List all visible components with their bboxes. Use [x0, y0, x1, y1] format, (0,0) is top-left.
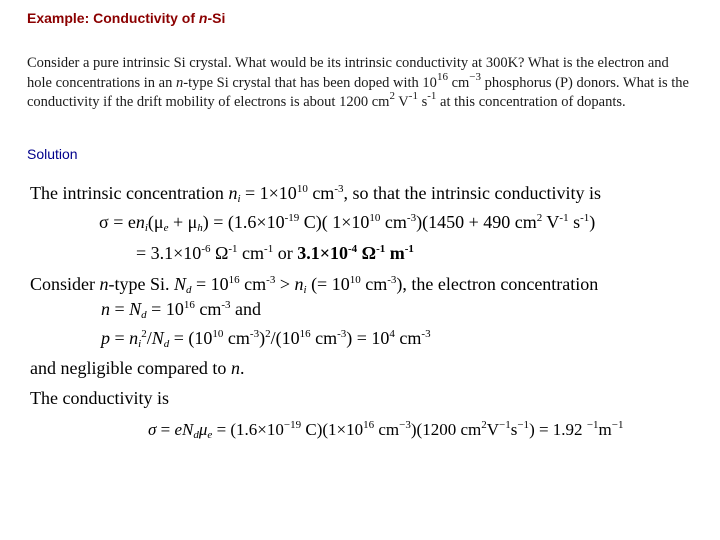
text: = (1.6×10 [212, 420, 284, 439]
title-n-italic: n [198, 10, 208, 26]
problem-text-2: -type Si crystal that has been doped with 10 [183, 74, 437, 91]
text: = [156, 420, 175, 439]
problem-text-5: V [394, 94, 409, 110]
text: or [273, 243, 298, 263]
exponent: -3 [249, 328, 260, 340]
text: C)(1×10 [301, 420, 364, 439]
exponent: -3 [221, 299, 231, 311]
subscript: i [303, 284, 307, 296]
text: cm [360, 274, 388, 294]
solution-line-7 [30, 358, 244, 379]
text: ), the electron concentration [396, 274, 599, 294]
conductivity-equation [148, 420, 623, 440]
text: m [385, 243, 405, 263]
subscript: h [197, 222, 203, 234]
omega-symbol: Ω [210, 243, 229, 263]
omega-symbol: Ω [357, 243, 377, 263]
exponent: −19 [283, 419, 302, 431]
exponent: -1 [228, 243, 238, 255]
var-n: n [135, 212, 145, 232]
solution-line-4 [30, 274, 598, 295]
var-N: N [151, 328, 164, 348]
problem-text-1: Consider a pure intrinsic Si crystal. What would be its intrinsic conductivity at 300K? What is the electron and hole concentrations in an [27, 55, 669, 91]
problem-text-3: cm [447, 74, 470, 91]
exponent: -3 [337, 328, 347, 340]
solution-line-3 [136, 243, 414, 264]
text: V [486, 420, 499, 439]
text: 3.1×10 [297, 243, 348, 263]
var-N: N [174, 274, 187, 294]
exponent: 2 [265, 328, 271, 340]
subscript: i [144, 222, 148, 234]
text: > [275, 274, 295, 294]
text: ) [259, 328, 266, 348]
text: cm [237, 243, 265, 263]
text: The intrinsic concentration [30, 183, 229, 203]
exponent: −1 [517, 419, 530, 431]
text: )(1450 + 490 cm [416, 212, 537, 232]
title-suffix: -Si [207, 10, 226, 26]
text: ) [589, 212, 596, 232]
exponent: 2 [536, 212, 543, 224]
text: cm [310, 328, 338, 348]
problem-text-6: s [417, 94, 428, 110]
solution-line-2 [99, 212, 595, 233]
exponent: -19 [284, 212, 300, 224]
slide-title [27, 10, 225, 26]
problem-exponent: 16 [436, 70, 448, 83]
text: = 1×10 [240, 183, 297, 203]
var-n: n [129, 328, 139, 348]
text: ) = 1.92 [529, 420, 587, 439]
exponent: -3 [406, 212, 417, 224]
text: cm [239, 274, 267, 294]
exponent: 16 [228, 274, 240, 286]
exponent: 10 [369, 212, 381, 224]
text: cm [194, 299, 222, 319]
var-p: p [101, 328, 110, 348]
exponent: 16 [183, 299, 195, 311]
subscript: i [237, 193, 241, 205]
exponent: 16 [299, 328, 311, 340]
var-N: N [129, 299, 142, 319]
exponent: 4 [389, 328, 395, 340]
text: e [127, 212, 136, 232]
exponent: 10 [296, 183, 308, 195]
solution-line-1 [30, 183, 601, 204]
text: cm [394, 328, 422, 348]
text: m [598, 420, 612, 439]
subscript: d [186, 284, 192, 296]
exponent: −1 [499, 419, 511, 431]
text: / [146, 328, 152, 348]
var-n: n [99, 274, 109, 294]
text: = [108, 212, 128, 232]
var-n: n [101, 299, 110, 319]
problem-exponent: -1 [427, 90, 437, 102]
exponent: -1 [376, 243, 386, 255]
text: ( [147, 212, 154, 232]
problem-exponent: -1 [408, 90, 418, 102]
subscript: i [138, 338, 142, 350]
sigma-symbol: σ [99, 212, 109, 232]
text: cm [374, 420, 400, 439]
text: ) = (1.6×10 [202, 212, 285, 232]
solution-line-8: The conductivity is [30, 388, 169, 408]
exponent: −3 [399, 419, 411, 431]
text: cm [223, 328, 250, 348]
mu-symbol: μ [153, 212, 164, 232]
solution-line-6 [101, 328, 431, 349]
text: /(10 [270, 328, 300, 348]
problem-text-4: phosphorus (P) donors. What is the conductivity if the drift mobility of electrons is about 1200 cm [27, 74, 689, 110]
text: Consider [30, 274, 100, 294]
text: and negligible compared to [30, 358, 231, 378]
exponent: 16 [363, 419, 375, 431]
solution-line-5 [101, 299, 261, 320]
problem-statement [27, 54, 692, 113]
text: = [110, 299, 130, 319]
text: , so that the intrinsic conductivity is [343, 183, 601, 203]
text: (= 10 [306, 274, 350, 294]
exponent: 10 [349, 274, 361, 286]
text: = 10 [146, 299, 184, 319]
var-e: e [174, 420, 183, 439]
exponent: 10 [212, 328, 224, 340]
text: = [110, 328, 130, 348]
exponent: −1 [586, 419, 599, 431]
text: = (10 [169, 328, 213, 348]
exponent: 2 [481, 419, 487, 431]
problem-exponent: −3 [469, 70, 481, 83]
exponent: -3 [387, 274, 397, 286]
exponent: -4 [347, 243, 358, 255]
text: V [542, 212, 560, 232]
exponent: −1 [611, 419, 624, 431]
text: cm [307, 183, 335, 203]
exponent: 2 [141, 328, 147, 340]
bold-result [297, 243, 414, 263]
var-N: N [182, 420, 194, 439]
text: = 3.1×10 [136, 243, 202, 263]
var-n: n [230, 358, 240, 378]
text: s [510, 420, 518, 439]
text: s [568, 212, 581, 232]
problem-text-7: at this concentration of dopants. [436, 94, 626, 110]
exponent: -3 [266, 274, 276, 286]
var-n: n [294, 274, 304, 294]
text: -type Si. [108, 274, 174, 294]
mu-symbol: μ [198, 420, 208, 439]
text: )(1200 cm [410, 420, 482, 439]
text: cm [380, 212, 407, 232]
text: C)( 1×10 [299, 212, 370, 232]
var-n: n [228, 183, 238, 203]
exponent: -6 [201, 243, 211, 255]
exponent: -3 [334, 183, 344, 195]
exponent: -1 [559, 212, 569, 224]
subscript: d [163, 338, 170, 350]
text: = 10 [191, 274, 229, 294]
exponent: -1 [580, 212, 590, 224]
exponent: -1 [404, 243, 414, 255]
subscript: d [193, 429, 199, 441]
sigma-symbol: σ [148, 420, 157, 439]
problem-n-italic: n [175, 74, 184, 91]
mu-symbol: μ [187, 212, 198, 232]
text: . [239, 358, 245, 378]
text: + [168, 212, 188, 232]
title-prefix: Example: Conductivity of [27, 10, 199, 26]
text: ) = 10 [346, 328, 390, 348]
exponent: -1 [264, 243, 274, 255]
subscript: d [141, 309, 147, 321]
exponent: -3 [421, 328, 431, 340]
subscript: e [163, 222, 169, 234]
problem-exponent: 2 [389, 90, 395, 102]
solution-label: Solution [27, 146, 78, 162]
text: and [230, 299, 261, 319]
subscript: e [207, 429, 213, 441]
